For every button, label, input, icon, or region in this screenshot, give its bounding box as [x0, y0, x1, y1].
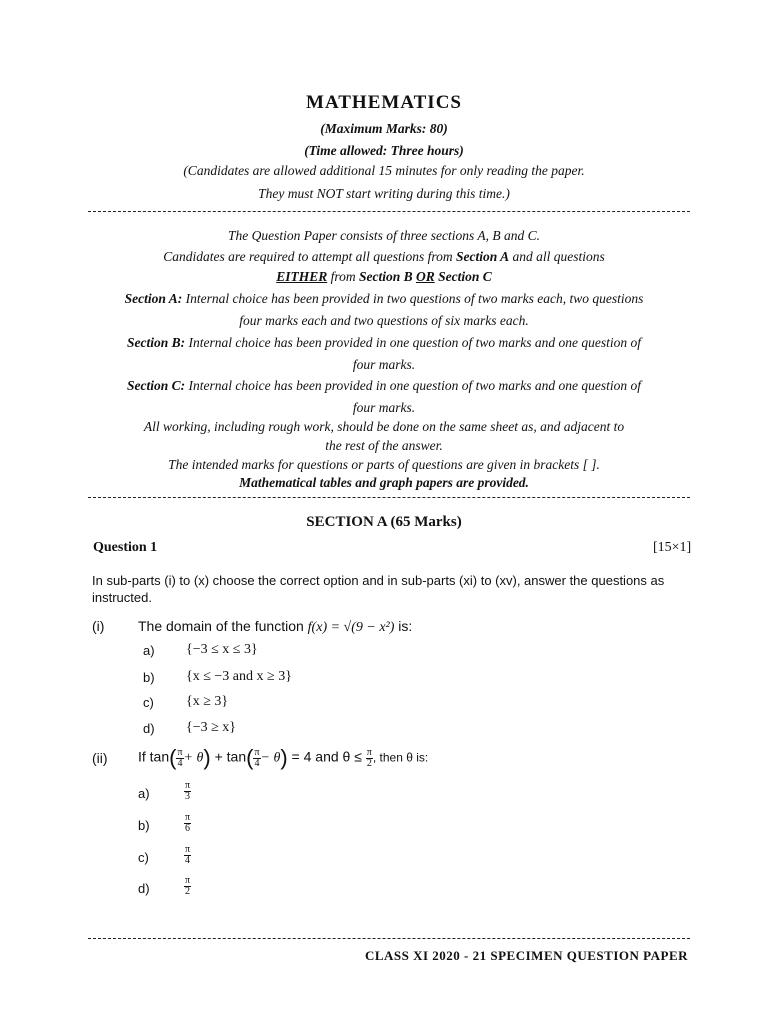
- q2-plus-tan: + tan: [214, 748, 247, 765]
- max-marks: (Maximum Marks: 80): [320, 121, 448, 136]
- q1-text-post: is:: [394, 618, 413, 634]
- q2-number: (ii): [92, 750, 108, 766]
- divider-mid: [88, 497, 690, 498]
- q1-text: [138, 618, 412, 636]
- q2-option-a: $\frac{\pi}{3}$: [185, 780, 191, 802]
- section-b-text1: Internal choice has been provided in one question of two marks and one question of: [185, 335, 641, 350]
- either-section-c: Section C: [438, 269, 492, 284]
- q1-option-c: {x ≥ 3}: [186, 694, 229, 709]
- q1-option-d: {−3 ≥ x}: [186, 720, 237, 735]
- instr-working-2: the rest of the answer.: [325, 438, 443, 453]
- q1-option-a-label: a): [143, 643, 155, 658]
- section-c-text1: Internal choice has been provided in one question of two marks and one question of: [185, 378, 641, 393]
- q2-option-c: $\frac{\pi}{4}$: [185, 844, 191, 866]
- q2-frac-pi-over-2: $\frac{\pi}{2}$: [366, 746, 372, 769]
- q2-then: , then θ is:: [372, 750, 429, 765]
- instr-attempt: [0, 249, 768, 265]
- q2-minus-theta: − θ: [260, 750, 281, 766]
- question-intro: In sub-parts (i) to (x) choose the correct option and in sub-parts (xi) to (xv), answer the questions as instructed.: [92, 573, 665, 605]
- instr-attempt-pre: Candidates are required to attempt all questions from: [163, 249, 456, 264]
- paper-title: MATHEMATICS: [306, 92, 462, 113]
- instr-attempt-post: and all questions: [509, 249, 605, 264]
- question-marks: [15×1]: [653, 540, 692, 555]
- footer-text: CLASS XI 2020 - 21 SPECIMEN QUESTION PAPER: [364, 948, 688, 963]
- section-a-text1: Internal choice has been provided in two questions of two marks each, two questions: [182, 291, 644, 306]
- q1-option-b: {x ≤ −3 and x ≥ 3}: [186, 669, 292, 684]
- section-a-text2: four marks each and two questions of six marks each.: [239, 313, 529, 328]
- instr-either-or: [0, 269, 768, 285]
- q2-option-b: $\frac{\pi}{6}$: [185, 812, 191, 834]
- section-heading: SECTION A (65 Marks): [306, 514, 462, 530]
- q1-option-b-label: b): [143, 670, 155, 685]
- section-b-label: Section B:: [127, 335, 186, 350]
- section-c-text2: four marks.: [352, 400, 416, 415]
- q2-equals: = 4 and θ ≤: [291, 748, 362, 765]
- q2-option-c-label: c): [138, 850, 149, 865]
- q2-option-a-label: a): [138, 786, 150, 801]
- q2-frac-pi-over-4b: $\frac{\pi}{4}$: [254, 746, 260, 769]
- q1-text-pre: The domain of the function: [138, 618, 308, 634]
- q1-option-c-label: c): [143, 695, 154, 710]
- either-section-b: Section B: [358, 269, 413, 284]
- instr-section-b-line1: [0, 335, 768, 351]
- q1-option-a: {−3 ≤ x ≤ 3}: [186, 642, 258, 657]
- q2-option-d-label: d): [138, 881, 150, 896]
- q1-function: f(x) = √(9 − x²): [307, 620, 395, 635]
- section-b-text2: four marks.: [352, 357, 416, 372]
- q2-text: If tan( $\frac{\pi}{4}$ + θ) + tan( $\frac{\pi}{4}$ − θ) = 4 and θ ≤ $\frac{\pi}{2}$ , then θ is:: [138, 745, 429, 770]
- reading-note-2: They must NOT start writing during this time.): [258, 186, 510, 201]
- q1-number: (i): [92, 618, 105, 634]
- time-allowed: (Time allowed: Three hours): [304, 143, 464, 158]
- q2-frac-pi-over-4a: $\frac{\pi}{4}$: [177, 746, 183, 769]
- either-from: from: [327, 269, 359, 284]
- instr-tables: Mathematical tables and graph papers are provided.: [239, 475, 529, 490]
- divider-footer: [88, 938, 690, 939]
- reading-note-1: (Candidates are allowed additional 15 minutes for only reading the paper.: [183, 163, 585, 178]
- divider-top: [88, 211, 690, 212]
- either-label: EITHER: [276, 269, 328, 284]
- instr-section-a-line1: [0, 291, 768, 307]
- instr-section-c-line1: [0, 378, 768, 394]
- q2-plus-theta: + θ: [183, 750, 204, 766]
- instr-sections: The Question Paper consists of three sections A, B and C.: [228, 228, 540, 243]
- instr-marks: The intended marks for questions or parts of questions are given in brackets [ ].: [168, 457, 600, 472]
- q2-option-b-label: b): [138, 818, 150, 833]
- section-a-label: Section A:: [124, 291, 183, 306]
- q2-if-tan: If tan: [138, 748, 170, 765]
- instr-section-a: Section A: [455, 249, 510, 264]
- section-c-label: Section C:: [127, 378, 186, 393]
- question-label: Question 1: [93, 540, 158, 555]
- or-label: OR: [416, 269, 435, 284]
- q1-option-d-label: d): [143, 721, 155, 736]
- instr-working-1: All working, including rough work, should be done on the same sheet as, and adjacent to: [143, 419, 625, 434]
- q2-option-d: $\frac{\pi}{2}$: [185, 875, 191, 897]
